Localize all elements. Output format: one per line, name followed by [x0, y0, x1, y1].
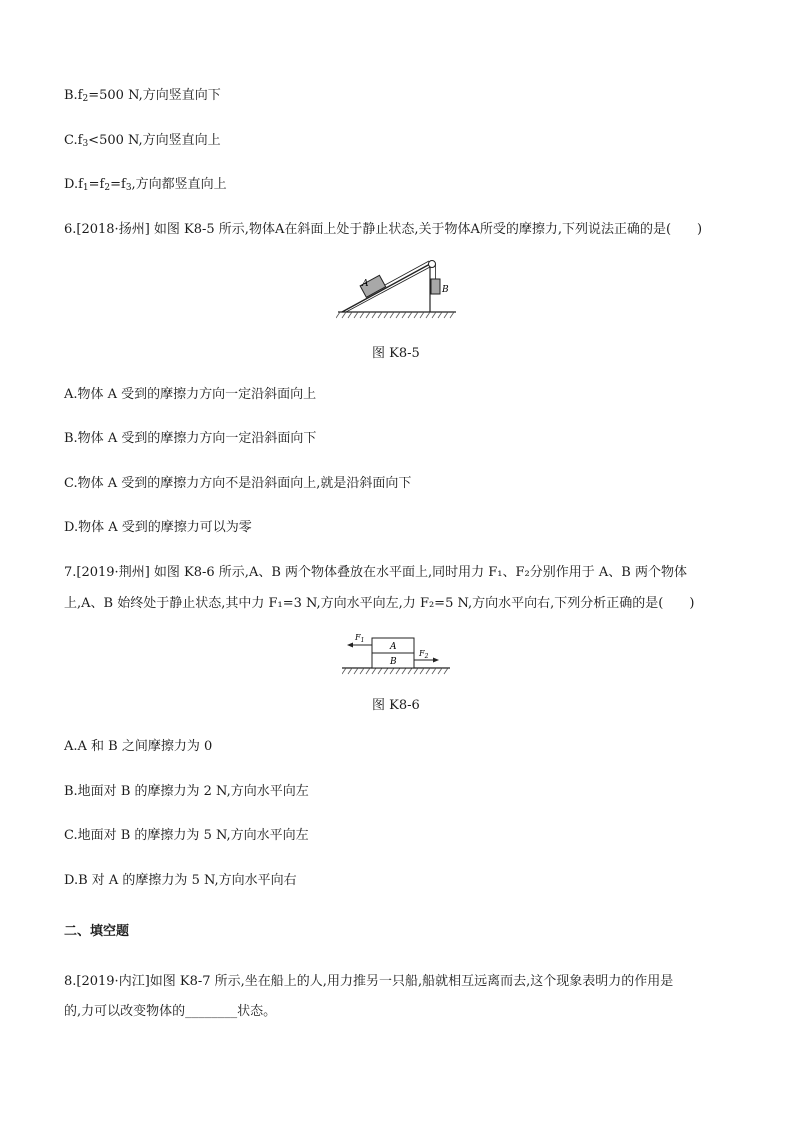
figure-label-b: B: [390, 657, 397, 667]
q5-option-d-p3: =f: [110, 177, 126, 192]
pulley: [429, 261, 436, 268]
incline-plane-inner: [346, 267, 430, 312]
q7-option-d: D.B 对 A 的摩擦力为 5 N,方向水平向右: [64, 873, 297, 888]
q5-option-b-rest: =500 N,方向竖直向下: [88, 88, 221, 103]
label-f2: $F_2$: [419, 649, 429, 660]
q5-option-d: [64, 177, 227, 193]
q5-option-d-s3: 3: [125, 183, 132, 193]
q6-option-c: C.物体 A 受到的摩擦力方向不是沿斜面向上,就是沿斜面向下: [64, 476, 412, 491]
q5-option-b-prefix: B.f: [64, 88, 83, 103]
q7-stem-line1: 7.[2019·荆州] 如图 K8-6 所示,A、B 两个物体叠放在水平面上,同时用力 F₁、F₂分别作用于 A、B 两个物体: [64, 565, 687, 580]
q6-option-d: D.物体 A 受到的摩擦力可以为零: [64, 520, 252, 535]
figure-caption-k8-6: 图 K8-6: [372, 698, 420, 713]
q5-option-c-prefix: C.f: [64, 133, 83, 148]
q8-stem-line2-a: 的,力可以改变物体的: [64, 1004, 186, 1019]
figure-label-a: A: [362, 279, 369, 289]
q5-option-d-p2: =f: [88, 177, 105, 192]
q8-stem-line2-b: 状态。: [237, 1004, 277, 1019]
section-title: 二、填空题: [64, 924, 130, 939]
block-b: [431, 279, 440, 294]
ground: [336, 312, 456, 318]
q7-option-b: B.地面对 B 的摩擦力为 2 N,方向水平向左: [64, 784, 309, 799]
q5-option-c: [64, 133, 221, 149]
q5-option-b-sub: 2: [82, 94, 89, 104]
q7-option-c: C.地面对 B 的摩擦力为 5 N,方向水平向左: [64, 828, 309, 843]
q5-option-d-p1: D.f: [64, 177, 83, 192]
q8-stem-line2: [64, 1004, 276, 1020]
figure-k8-5: [336, 252, 460, 324]
q7-stem-line2: 上,A、B 始终处于静止状态,其中力 F₁=3 N,方向水平向左,力 F₂=5 N,方向水平向右,下列分析正确的是( ): [64, 596, 695, 611]
q5-option-d-s2: 2: [104, 183, 111, 193]
figure-caption-k8-5: 图 K8-5: [372, 346, 420, 361]
figure-label-a: A: [390, 642, 397, 652]
figure-label-b: B: [442, 285, 449, 295]
incline-plane: [342, 264, 430, 312]
q8-stem-line1: 8.[2019·内江]如图 K8-7 所示,坐在船上的人,用力推另一只船,船就相互远离而去,这个现象表明力的作用是: [64, 974, 674, 989]
q8-answer-blank: ________: [185, 1004, 238, 1019]
q5-option-d-rest: ,方向都竖直向上: [131, 177, 227, 192]
q7-option-a: A.A 和 B 之间摩擦力为 0: [64, 739, 213, 754]
q6-stem: 6.[2018·扬州] 如图 K8-5 所示,物体A在斜面上处于静止状态,关于物体A所受的摩擦力,下列说法正确的是( ): [64, 222, 703, 237]
q5-option-c-sub: 3: [82, 139, 89, 149]
rope: [385, 261, 429, 285]
ground: [342, 668, 450, 674]
q6-option-a: A.物体 A 受到的摩擦力方向一定沿斜面向上: [64, 387, 317, 402]
label-f1: $F_1$: [355, 633, 365, 644]
q5-option-d-s1: 1: [82, 183, 89, 193]
force-f1-arrow: [347, 643, 372, 648]
figure-k8-6: [342, 630, 452, 678]
q5-option-c-rest: <500 N,方向竖直向上: [88, 133, 221, 148]
q6-option-b: B.物体 A 受到的摩擦力方向一定沿斜面向下: [64, 431, 317, 446]
q5-option-b: [64, 88, 221, 104]
